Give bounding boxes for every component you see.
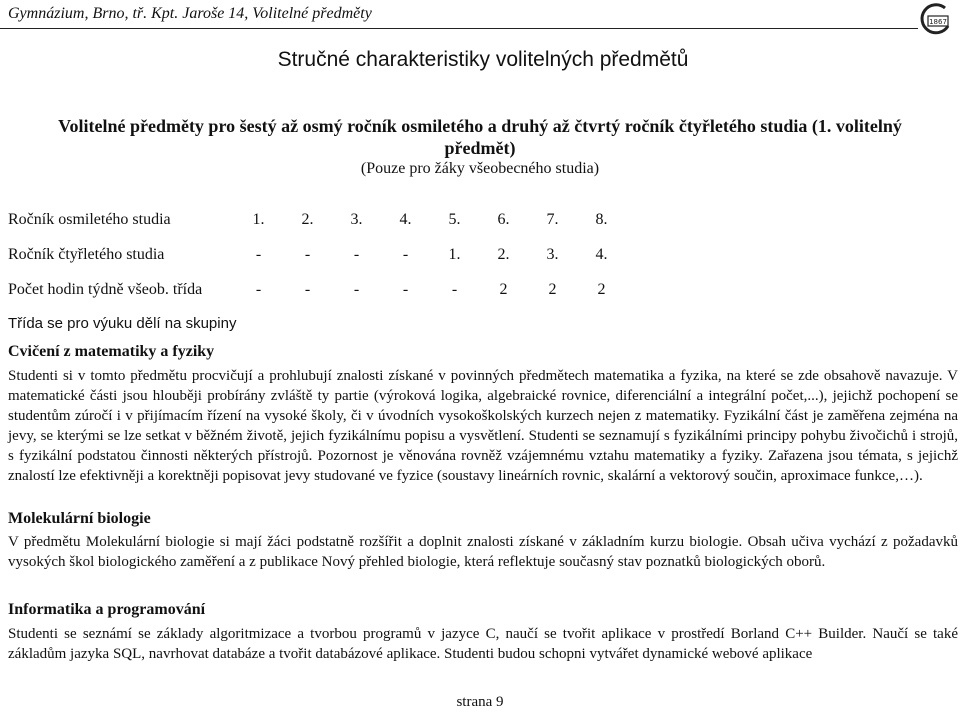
header-text: Gymnázium, Brno, tř. Kpt. Jaroše 14, Volitelné předměty bbox=[8, 5, 372, 22]
section-heading: Volitelné předměty pro šestý až osmý ročník osmiletého a druhý až čtvrtý ročník čtyřletého studia (1. volitelný předmět) bbox=[58, 116, 902, 158]
table-cell: - bbox=[402, 280, 409, 298]
table-cell: 3. bbox=[350, 210, 363, 228]
table-cell: 1. bbox=[252, 210, 265, 228]
table-cell: 5. bbox=[448, 210, 461, 228]
hours-table bbox=[8, 202, 626, 307]
table-row bbox=[8, 272, 626, 307]
table-cell: - bbox=[304, 245, 311, 263]
table-cell: - bbox=[451, 280, 458, 298]
row-label: Ročník osmiletého studia bbox=[8, 210, 171, 228]
page-title: Stručné charakteristiky volitelných předmětů bbox=[277, 48, 689, 71]
subject-text-math-physics: Studenti si v tomto předmětu procvičují a prohlubují znalosti získané v povinných předmětech matematika a fyzika, na které se zde obsahově navazuje. V matematické části jsou hlouběji probírány zvláště ty partie (výroková logika, algebraické rovnice, diferenciální a integrální počet,...), jejichž pochopení se studentům zúročí i v přijímacím řízení na vysoké školy, či v úvodních vysokoškolských kurzech nejen z matematiky. Fyzikální část je zaměřena zejména na jevy, se kterými se lze setkat v běžném životě, jejich fyzikálnímu popisu a vysvětlení. Studenti se seznamují s fyzikálními principy pohybu živočichů i strojů, s fyzikální podstatou činnosti některých přístrojů. Pozornost je věnována rovněž vzájemnému vztahu matematiky a fyziky. Zařazena jsou témata, s jejichž znalostí lze efektivněji a korektněji popisovat jevy studované ve fyzice (soustavy lineárních rovnic, skalární a vektorový součin, aproximace funkce,…). bbox=[8, 368, 958, 484]
logo-year: 1867 bbox=[929, 18, 947, 26]
table-cell: 3. bbox=[546, 245, 559, 263]
table-cell: 2 bbox=[499, 280, 508, 298]
table-cell: - bbox=[304, 280, 311, 298]
header-rule bbox=[0, 28, 918, 29]
table-cell: 1. bbox=[448, 245, 461, 263]
row-label: Počet hodin týdně všeob. třída bbox=[8, 280, 203, 298]
page-header bbox=[0, 0, 960, 40]
subject-text-informatics: Studenti se seznámí se základy algoritmizace a tvorbou programů v jazyce C, naučí se tvořit aplikace v prostředí Borland C++ Builder. Naučí se také základům jazyka SQL, navrhovat databáze a tvořit databázové aplikace. Studenti budou schopni vytvářet dynamické webové aplikace bbox=[8, 626, 958, 662]
subject-text-molecular-biology: V předmětu Molekulární biologie si mají žáci podstatně rozšířit a doplnit znalosti získané v základním kurzu biologie. Obsah učiva vychází z požadavků vysokých škol biologického zaměření a z publikace Nový přehled biologie, která reflektuje současný stav poznatků biologických oborů. bbox=[8, 534, 958, 570]
table-cell: 4. bbox=[595, 245, 608, 263]
table-row bbox=[8, 202, 626, 237]
table-cell: 2. bbox=[497, 245, 510, 263]
table-cell: 6. bbox=[497, 210, 510, 228]
subject-title-informatics: Informatika a programování bbox=[8, 601, 206, 618]
table-cell: - bbox=[353, 245, 360, 263]
table-cell: - bbox=[353, 280, 360, 298]
subject-title-molecular-biology: Molekulární biologie bbox=[8, 510, 151, 527]
subject-title-math-physics: Cvičení z matematiky a fyziky bbox=[8, 343, 215, 360]
table-cell: - bbox=[255, 280, 262, 298]
table-cell: - bbox=[255, 245, 262, 263]
table-cell: 8. bbox=[595, 210, 608, 228]
table-cell: - bbox=[402, 245, 409, 263]
table-cell: 2 bbox=[597, 280, 606, 298]
table-cell: 2 bbox=[548, 280, 557, 298]
table-cell: 2. bbox=[301, 210, 314, 228]
table-cell: 4. bbox=[399, 210, 412, 228]
school-logo-icon bbox=[918, 2, 952, 40]
table-row bbox=[8, 237, 626, 272]
table-cell: 7. bbox=[546, 210, 559, 228]
row-label: Ročník čtyřletého studia bbox=[8, 245, 165, 263]
page-number: strana 9 bbox=[456, 694, 504, 710]
split-note: Třída se pro výuku dělí na skupiny bbox=[8, 315, 237, 332]
section-note: (Pouze pro žáky všeobecného studia) bbox=[360, 160, 600, 177]
